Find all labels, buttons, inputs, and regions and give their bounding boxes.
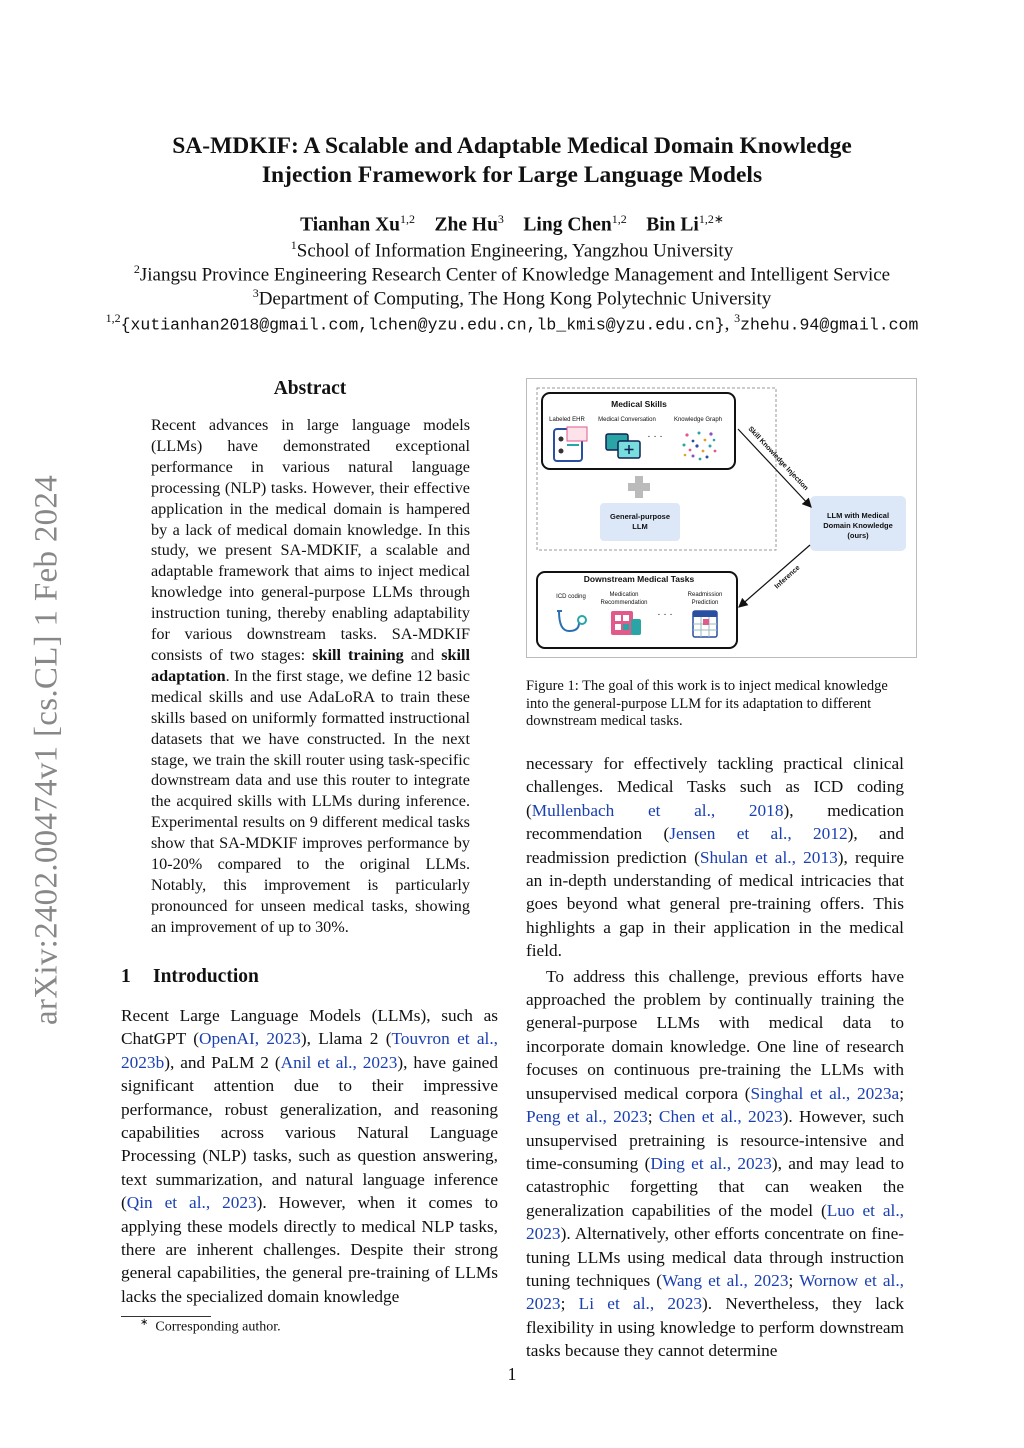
readmission-line2: Prediction — [691, 600, 719, 606]
calendar-icon — [693, 611, 717, 637]
body-text: necessary for effectively tackling practical clinical challenges. Medical Tasks such as ICD coding ( — [526, 754, 904, 820]
body-text: ; — [788, 1270, 800, 1290]
citation-link[interactable]: Ding et al., 2023 — [650, 1153, 772, 1173]
citation-link[interactable]: Anil et al., 2023 — [280, 1052, 398, 1072]
general-llm-line2: LLM — [632, 522, 648, 531]
icd-label: ICD coding — [556, 594, 586, 600]
citation-link[interactable]: Wornow et al., 2023 — [526, 1270, 905, 1314]
section-title: Introduction — [153, 966, 259, 987]
citation-link[interactable]: Singhal et al., 2023a — [750, 1083, 900, 1103]
arxiv-id: arXiv:2402.00474v1 [cs.CL] 1 Feb 2024 — [28, 474, 65, 1026]
aff-sup: 1 — [290, 238, 297, 252]
body-text: ), medication recommendation ( — [526, 800, 904, 844]
body-text: ; — [899, 1083, 904, 1103]
abstract-bold: skill adaptation — [151, 645, 470, 685]
body-text: ; — [560, 1294, 579, 1314]
author-name: Bin Li — [646, 214, 699, 236]
med-rec-line2: Recommendation — [600, 600, 648, 606]
medical-conversation-label: Medical Conversation — [598, 417, 656, 423]
downstream-label: Downstream Medical Tasks — [583, 574, 695, 584]
affiliation-3 — [40, 286, 984, 310]
general-llm-line1: General-purpose — [609, 512, 671, 521]
citation-link[interactable]: Shulan et al., 2013 — [699, 847, 838, 867]
paragraph — [526, 965, 904, 1363]
paper-title — [100, 132, 924, 190]
knowledge-graph-label: Knowledge Graph — [673, 417, 723, 423]
author-sup: 3 — [497, 212, 504, 226]
aff-sup: 3 — [252, 286, 259, 300]
author-sup: 1,2 — [611, 212, 627, 226]
readmission-line1: Readmission — [687, 592, 723, 598]
author-name: Ling Chen — [523, 214, 612, 236]
email-sup: 3 — [734, 311, 741, 325]
medical-llm-line1: LLM with Medical — [826, 511, 890, 520]
citation-link[interactable]: Luo et al., 2023 — [526, 1200, 904, 1244]
abstract-heading: Abstract — [273, 378, 347, 399]
email-single: zhehu.94@gmail.com — [740, 315, 919, 335]
abstract-text: Recent advances in large language models (LLMs) have demonstrated exceptional performance in various natural language processing (NLP) tasks. However, their effective application in the medical domain is hampered by a lack of medical domain knowledge. In this study, we present SA-MDKIF, a scalable and adaptable framework that aims to inject medical knowledge into general-purpose LLMs through instruction tuning, thereby enabling adaptability for various downstream tasks. SA-MDKIF consists of two stages: — [151, 416, 470, 664]
citation-link[interactable]: Wang et al., 2023 — [662, 1270, 789, 1290]
citation-link[interactable]: Qin et al., 2023 — [126, 1193, 257, 1213]
abstract-text: . In the first stage, we define 12 basic medical skills and use AdaLoRA to train these skills based on uniformly formatted instructional datasets that we have constructed. In the next stage, we train the skill router using task-specific downstream data and use this router to integrate the acquired skills with LLMs during inference. Experimental results on 9 different medical tasks show that SA-MDKIF improves performance by 10-20% compared to the original LLMs. Notably, this improvement is particularly pronounced for unseen medical tasks, showing an improvement of up to 30%. — [151, 666, 470, 936]
affiliation-2 — [40, 262, 984, 286]
ehr-icon — [554, 427, 587, 461]
title-line-1: SA-MDKIF: A Scalable and Adaptable Medical Domain Knowledge — [172, 133, 852, 159]
author-sup: 1,2∗ — [698, 212, 724, 226]
body-text: ), and may lead to catastrophic forgetting that can weaken the generalization capabilities of the model ( — [526, 1153, 904, 1220]
caption-text: The goal of this work is to inject medical knowledge into the general-purpose LLM for its adaptation to different downstream medical tasks. — [526, 678, 888, 729]
caption-label: Figure 1: — [526, 678, 579, 694]
body-text: ). However, such unsupervised pretraining is resource-intensive and time-consuming ( — [526, 1107, 905, 1173]
page-number: 1 — [507, 1364, 517, 1384]
citation-link[interactable]: Jensen et al., 2012 — [669, 824, 848, 844]
plus-icon — [628, 476, 650, 498]
body-text: ), have gained significant attention due to their impressive performance, robust generalization, and reasoning capabilities across various Natural Language Processing (NLP) tasks, such as question answering, text summarization, and natural language inference ( — [121, 1052, 498, 1213]
medical-skills-label: Medical Skills — [611, 399, 667, 409]
citation-link[interactable]: Mullenbach et al., 2018 — [531, 800, 784, 820]
citation-link[interactable]: Li et al., 2023 — [578, 1294, 702, 1314]
body-text: ; — [647, 1107, 659, 1127]
body-text: ), and readmission prediction ( — [526, 824, 905, 867]
footnote-text: Corresponding author. — [155, 1319, 281, 1335]
figure-caption — [526, 678, 904, 731]
aff-text: School of Information Engineering, Yangzhou University — [296, 240, 734, 262]
body-text: Recent Large Language Models (LLMs), such as ChatGPT ( — [121, 1006, 498, 1049]
citation-link[interactable]: Touvron et al., 2023b — [121, 1029, 499, 1072]
author-name: Tianhan Xu — [300, 214, 401, 236]
title-line-2: Injection Framework for Large Language Models — [261, 162, 763, 188]
email-separator: , — [724, 313, 735, 335]
body-text: ), and PaLM 2 ( — [164, 1052, 281, 1072]
affiliation-1 — [40, 238, 984, 262]
aff-text: Jiangsu Province Engineering Research Center of Knowledge Management and Intelligent Service — [139, 264, 891, 286]
figure-1 — [526, 378, 917, 658]
paragraph — [526, 752, 904, 963]
injection-arrow — [738, 429, 811, 507]
injection-label: Skill Knowledge Injection — [746, 425, 810, 493]
tasks-ellipsis: · · · — [657, 609, 673, 620]
email-group: {xutianhan2018@gmail.com,lchen@yzu.edu.cn,lb_kmis@yzu.edu.cn} — [120, 315, 725, 335]
citation-link[interactable]: Chen et al., 2023 — [658, 1107, 783, 1127]
citation-link[interactable]: OpenAI, 2023 — [199, 1029, 301, 1049]
body-text: To address this challenge, previous efforts have approached the problem by continually training the general-purpose LLMs with medical data to incorporate domain knowledge. One line of research focuses on continuous pre-training the LLMs with unsupervised medical corpora ( — [526, 966, 904, 1103]
section-number: 1 — [121, 966, 131, 987]
labeled-ehr-label: Labeled EHR — [549, 417, 585, 423]
body-text: ). Nevertheless, they lack flexibility in using knowledge to perform downstream tasks because they cannot determine — [526, 1294, 904, 1361]
med-rec-line1: Medication — [609, 592, 639, 598]
skills-ellipsis: · · · — [647, 431, 663, 442]
inference-arrow — [739, 545, 810, 607]
section-heading — [121, 966, 259, 988]
abstract-bold: skill training — [312, 645, 404, 664]
abstract-text: and — [403, 645, 442, 664]
intro-body — [121, 1004, 498, 1308]
abstract-body — [151, 415, 470, 938]
footnote-mark: ∗ — [140, 1317, 149, 1328]
body-text: ). Alternatively, other efforts concentrate on fine-tuning LLMs using medical data through instruction tuning techniques ( — [526, 1224, 904, 1290]
body-text: ), Llama 2 ( — [300, 1029, 392, 1049]
body-text: ). However, when it comes to applying these models directly to medical NLP tasks, there are inherent challenges. Despite their strong general capabilities, the general pre-training of LLMs lacks the specialized domain knowledge — [121, 1193, 499, 1306]
email-sup: 1,2 — [105, 311, 121, 325]
inference-label: Inference — [773, 564, 802, 591]
author-sup: 1,2 — [400, 212, 416, 226]
medical-llm-line3: (ours) — [847, 531, 869, 540]
author-list — [60, 212, 964, 237]
citation-link[interactable]: Peng et al., 2023 — [526, 1107, 648, 1127]
arxiv-stamp — [22, 460, 72, 1040]
figure-1-diagram — [527, 379, 916, 657]
footnote — [140, 1317, 281, 1336]
medical-llm-line2: Domain Knowledge — [823, 521, 893, 530]
aff-sup: 2 — [133, 262, 140, 276]
author-name: Zhe Hu — [434, 214, 498, 236]
author-emails — [40, 311, 984, 335]
body-text: ), require an in-depth understanding of medical intricacies that goes beyond what general pre-training offers. This highlights a gap in their application in the medical field. — [526, 847, 904, 961]
aff-text: Department of Computing, The Hong Kong Polytechnic University — [258, 288, 772, 310]
right-column-body — [526, 752, 904, 1363]
